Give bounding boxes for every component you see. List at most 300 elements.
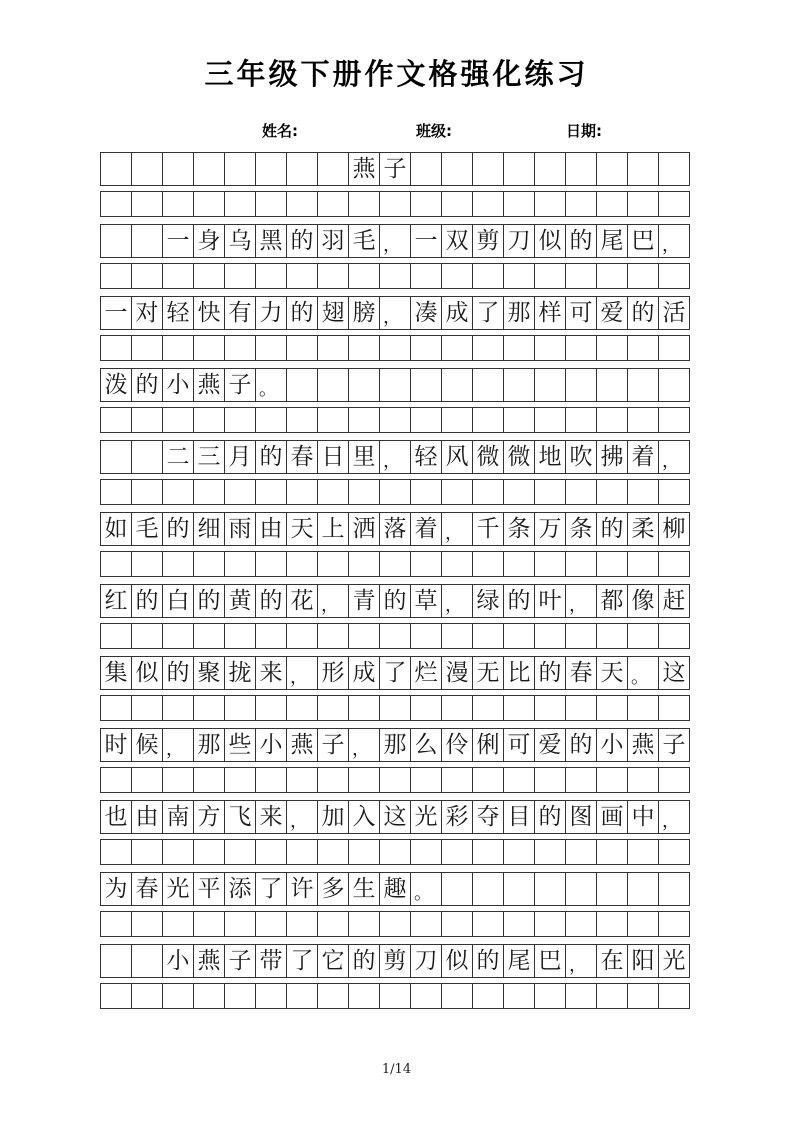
grid-cell xyxy=(255,872,287,906)
grid-cell xyxy=(503,983,535,1009)
grid-cell xyxy=(224,551,256,577)
handwritten-character: 集 xyxy=(104,659,128,686)
grid-cell xyxy=(534,440,566,474)
grid-cell xyxy=(131,551,163,577)
grid-cell xyxy=(534,623,566,649)
grid-cell xyxy=(627,983,659,1009)
grid-cell xyxy=(348,800,380,834)
handwritten-character: 画 xyxy=(600,803,624,830)
grid-cell xyxy=(410,695,442,721)
grid-cell xyxy=(658,983,690,1009)
grid-cell xyxy=(224,479,256,505)
grid-cell xyxy=(255,983,287,1009)
handwritten-character: 它 xyxy=(321,947,345,974)
grid-cell xyxy=(534,263,566,289)
grid-cell xyxy=(379,728,411,762)
grid-cell xyxy=(596,983,628,1009)
grid-cell xyxy=(131,440,163,474)
grid-blank-row xyxy=(100,623,691,649)
grid-blank-row xyxy=(100,695,691,721)
grid-cell xyxy=(410,296,442,330)
grid-cell xyxy=(534,656,566,690)
handwritten-character: 些 xyxy=(228,731,252,758)
grid-cell xyxy=(286,728,318,762)
grid-cell xyxy=(596,335,628,361)
grid-cell xyxy=(131,656,163,690)
grid-cell xyxy=(317,584,349,618)
grid-cell xyxy=(441,656,473,690)
grid-cell xyxy=(503,767,535,793)
handwritten-character: 尾 xyxy=(600,227,624,254)
grid-cell xyxy=(193,296,225,330)
grid-cell xyxy=(131,767,163,793)
grid-cell xyxy=(317,368,349,402)
handwritten-character: 了 xyxy=(476,299,500,326)
grid-cell xyxy=(255,911,287,937)
grid-cell xyxy=(472,191,504,217)
grid-cell xyxy=(255,191,287,217)
handwritten-character: 的 xyxy=(197,587,221,614)
grid-cell xyxy=(596,263,628,289)
grid-cell xyxy=(658,152,690,186)
grid-cell xyxy=(255,296,287,330)
grid-cell xyxy=(131,695,163,721)
grid-cell xyxy=(193,224,225,258)
handwritten-character: 光 xyxy=(166,875,190,902)
grid-cell xyxy=(596,911,628,937)
grid-cell xyxy=(627,695,659,721)
grid-cell xyxy=(255,368,287,402)
handwritten-character: 的 xyxy=(631,299,655,326)
grid-cell xyxy=(379,872,411,906)
handwritten-character: 小 xyxy=(166,371,190,398)
grid-cell xyxy=(627,335,659,361)
grid-cell xyxy=(131,407,163,433)
grid-cell xyxy=(317,152,349,186)
grid-cell xyxy=(472,512,504,546)
grid-cell xyxy=(224,407,256,433)
handwritten-character: 候 xyxy=(135,731,159,758)
writing-grid xyxy=(100,152,691,1016)
grid-cell xyxy=(472,368,504,402)
handwritten-character: 成 xyxy=(352,659,376,686)
grid-cell xyxy=(596,656,628,690)
grid-cell xyxy=(224,263,256,289)
grid-cell xyxy=(627,872,659,906)
grid-cell xyxy=(255,551,287,577)
handwritten-character: ， xyxy=(321,595,339,616)
grid-cell xyxy=(224,152,256,186)
grid-cell xyxy=(286,512,318,546)
grid-cell xyxy=(286,368,318,402)
grid-cell xyxy=(255,944,287,978)
handwritten-character: 一 xyxy=(104,299,128,326)
handwritten-character: ， xyxy=(290,811,308,832)
grid-cell xyxy=(534,296,566,330)
grid-cell xyxy=(255,656,287,690)
grid-cell xyxy=(255,623,287,649)
handwritten-character: 日 xyxy=(321,443,345,470)
grid-cell xyxy=(596,839,628,865)
grid-cell xyxy=(348,944,380,978)
handwritten-character: 千 xyxy=(476,515,500,542)
handwritten-character: 子 xyxy=(228,371,252,398)
grid-cell xyxy=(534,872,566,906)
grid-cell xyxy=(658,224,690,258)
grid-cell xyxy=(224,440,256,474)
grid-cell xyxy=(162,656,194,690)
grid-cell xyxy=(100,695,132,721)
grid-cell xyxy=(193,656,225,690)
grid-cell xyxy=(627,224,659,258)
handwritten-character: 目 xyxy=(507,803,531,830)
grid-cell xyxy=(224,767,256,793)
grid-cell xyxy=(379,839,411,865)
grid-cell xyxy=(658,839,690,865)
grid-cell xyxy=(255,440,287,474)
handwritten-character: 也 xyxy=(104,803,128,830)
grid-cell xyxy=(317,656,349,690)
grid-cell xyxy=(348,584,380,618)
handwritten-character: 活 xyxy=(662,299,686,326)
handwritten-character: ， xyxy=(662,811,680,832)
grid-cell xyxy=(534,407,566,433)
handwritten-character: 阳 xyxy=(631,947,655,974)
grid-cell xyxy=(348,551,380,577)
handwritten-character: 乌 xyxy=(228,227,252,254)
handwritten-character: 巴 xyxy=(631,227,655,254)
handwritten-character: 燕 xyxy=(631,731,655,758)
grid-cell xyxy=(317,728,349,762)
grid-cell xyxy=(410,551,442,577)
grid-cell xyxy=(565,191,597,217)
grid-cell xyxy=(348,479,380,505)
handwritten-character: 中 xyxy=(631,803,655,830)
grid-cell xyxy=(379,656,411,690)
grid-cell xyxy=(224,944,256,978)
handwritten-character: 的 xyxy=(166,515,190,542)
grid-cell xyxy=(441,407,473,433)
grid-cell xyxy=(100,368,132,402)
handwritten-character: 样 xyxy=(538,299,562,326)
grid-cell xyxy=(131,152,163,186)
grid-cell xyxy=(131,983,163,1009)
handwritten-character: ， xyxy=(290,667,308,688)
grid-cell xyxy=(348,263,380,289)
handwritten-character: 的 xyxy=(383,587,407,614)
handwritten-character: 成 xyxy=(445,299,469,326)
grid-cell xyxy=(317,407,349,433)
handwritten-character: 由 xyxy=(135,803,159,830)
grid-cell xyxy=(193,551,225,577)
grid-cell xyxy=(596,479,628,505)
grid-cell xyxy=(410,839,442,865)
grid-cell xyxy=(162,224,194,258)
grid-cell xyxy=(410,335,442,361)
handwritten-character: 都 xyxy=(600,587,624,614)
grid-cell xyxy=(348,296,380,330)
grid-text-row xyxy=(100,800,691,834)
grid-cell xyxy=(100,512,132,546)
handwritten-character: 俐 xyxy=(476,731,500,758)
grid-cell xyxy=(565,767,597,793)
grid-cell xyxy=(162,911,194,937)
grid-cell xyxy=(131,224,163,258)
handwritten-character: 这 xyxy=(383,803,407,830)
grid-cell xyxy=(379,296,411,330)
grid-cell xyxy=(100,800,132,834)
grid-cell xyxy=(348,623,380,649)
handwritten-character: 光 xyxy=(414,803,438,830)
grid-cell xyxy=(441,368,473,402)
handwritten-character: 子 xyxy=(228,947,252,974)
grid-cell xyxy=(627,512,659,546)
handwritten-character: ， xyxy=(166,739,184,760)
grid-cell xyxy=(658,263,690,289)
grid-cell xyxy=(658,800,690,834)
handwritten-character: 来 xyxy=(259,659,283,686)
handwritten-character: 的 xyxy=(507,587,531,614)
handwritten-character: ， xyxy=(352,739,370,760)
grid-cell xyxy=(286,944,318,978)
handwritten-character: 入 xyxy=(352,803,376,830)
handwritten-character: 许 xyxy=(290,875,314,902)
grid-cell xyxy=(534,944,566,978)
grid-cell xyxy=(131,191,163,217)
grid-cell xyxy=(658,407,690,433)
grid-cell xyxy=(317,623,349,649)
grid-cell xyxy=(224,623,256,649)
grid-cell xyxy=(596,800,628,834)
handwritten-character: 微 xyxy=(507,443,531,470)
grid-cell xyxy=(162,728,194,762)
grid-cell xyxy=(193,911,225,937)
grid-cell xyxy=(131,800,163,834)
handwritten-character: 的 xyxy=(476,947,500,974)
grid-cell xyxy=(162,263,194,289)
handwritten-character: 轻 xyxy=(166,299,190,326)
grid-cell xyxy=(658,512,690,546)
grid-cell xyxy=(348,911,380,937)
grid-cell xyxy=(100,911,132,937)
grid-cell xyxy=(224,656,256,690)
grid-cell xyxy=(534,479,566,505)
handwritten-character: 像 xyxy=(631,587,655,614)
grid-cell xyxy=(472,839,504,865)
grid-cell xyxy=(441,296,473,330)
grid-blank-row xyxy=(100,407,691,433)
grid-text-row xyxy=(100,728,691,762)
class-field-label: 班级: xyxy=(416,122,452,140)
handwritten-character: 燕 xyxy=(352,155,376,182)
grid-cell xyxy=(193,512,225,546)
handwritten-character: ， xyxy=(662,235,680,256)
grid-cell xyxy=(472,296,504,330)
grid-cell xyxy=(193,335,225,361)
grid-cell xyxy=(534,695,566,721)
grid-cell xyxy=(441,263,473,289)
grid-cell xyxy=(100,839,132,865)
handwritten-character: 红 xyxy=(104,587,128,614)
grid-cell xyxy=(503,152,535,186)
grid-cell xyxy=(627,944,659,978)
grid-cell xyxy=(100,728,132,762)
grid-cell xyxy=(658,695,690,721)
handwritten-character: 对 xyxy=(135,299,159,326)
grid-cell xyxy=(317,263,349,289)
grid-cell xyxy=(410,800,442,834)
grid-cell xyxy=(162,440,194,474)
grid-blank-row xyxy=(100,479,691,505)
header-fields xyxy=(0,120,793,142)
grid-cell xyxy=(379,944,411,978)
handwritten-character: 羽 xyxy=(321,227,345,254)
handwritten-character: 拢 xyxy=(228,659,252,686)
handwritten-character: 似 xyxy=(538,227,562,254)
grid-cell xyxy=(534,152,566,186)
grid-cell xyxy=(472,263,504,289)
handwritten-character: 细 xyxy=(197,515,221,542)
handwritten-character: 爱 xyxy=(600,299,624,326)
grid-cell xyxy=(193,800,225,834)
grid-cell xyxy=(658,872,690,906)
grid-cell xyxy=(565,335,597,361)
grid-cell xyxy=(627,368,659,402)
grid-cell xyxy=(317,479,349,505)
grid-blank-row xyxy=(100,767,691,793)
grid-cell xyxy=(255,584,287,618)
grid-cell xyxy=(193,839,225,865)
grid-cell xyxy=(410,512,442,546)
handwritten-character: 万 xyxy=(538,515,562,542)
grid-cell xyxy=(379,911,411,937)
handwritten-character: 燕 xyxy=(290,731,314,758)
grid-cell xyxy=(193,191,225,217)
handwritten-character: 的 xyxy=(290,299,314,326)
grid-cell xyxy=(379,407,411,433)
grid-cell xyxy=(379,983,411,1009)
grid-cell xyxy=(100,440,132,474)
grid-cell xyxy=(627,440,659,474)
grid-cell xyxy=(317,983,349,1009)
grid-cell xyxy=(410,440,442,474)
handwritten-character: 风 xyxy=(445,443,469,470)
grid-cell xyxy=(503,191,535,217)
grid-cell xyxy=(379,695,411,721)
grid-cell xyxy=(255,224,287,258)
handwritten-character: 光 xyxy=(662,947,686,974)
handwritten-character: 剪 xyxy=(476,227,500,254)
handwritten-character: 的 xyxy=(290,227,314,254)
grid-cell xyxy=(255,152,287,186)
grid-cell xyxy=(410,224,442,258)
grid-cell xyxy=(658,440,690,474)
grid-cell xyxy=(224,191,256,217)
grid-cell xyxy=(193,983,225,1009)
grid-cell xyxy=(565,224,597,258)
handwritten-character: 双 xyxy=(445,227,469,254)
grid-cell xyxy=(131,368,163,402)
handwritten-character: 刀 xyxy=(414,947,438,974)
handwritten-character: 伶 xyxy=(445,731,469,758)
grid-cell xyxy=(472,584,504,618)
name-field-label: 姓名: xyxy=(262,122,298,140)
grid-cell xyxy=(286,911,318,937)
grid-cell xyxy=(224,728,256,762)
grid-cell xyxy=(596,767,628,793)
grid-cell xyxy=(534,584,566,618)
handwritten-character: 春 xyxy=(135,875,159,902)
handwritten-character: 。 xyxy=(259,379,277,400)
grid-cell xyxy=(379,479,411,505)
grid-cell xyxy=(286,623,318,649)
handwritten-character: 燕 xyxy=(197,947,221,974)
grid-cell xyxy=(658,335,690,361)
handwritten-character: 带 xyxy=(259,947,283,974)
handwritten-character: 飞 xyxy=(228,803,252,830)
grid-blank-row xyxy=(100,911,691,937)
grid-cell xyxy=(379,152,411,186)
handwritten-character: 落 xyxy=(383,515,407,542)
grid-cell xyxy=(472,767,504,793)
grid-cell xyxy=(286,584,318,618)
grid-cell xyxy=(503,944,535,978)
grid-cell xyxy=(658,296,690,330)
grid-cell xyxy=(348,656,380,690)
grid-cell xyxy=(472,479,504,505)
grid-cell xyxy=(286,656,318,690)
grid-cell xyxy=(193,767,225,793)
grid-cell xyxy=(565,839,597,865)
grid-cell xyxy=(100,551,132,577)
grid-cell xyxy=(565,152,597,186)
grid-cell xyxy=(379,440,411,474)
grid-cell xyxy=(131,512,163,546)
grid-cell xyxy=(379,584,411,618)
grid-cell xyxy=(410,911,442,937)
grid-cell xyxy=(503,656,535,690)
grid-cell xyxy=(286,191,318,217)
handwritten-character: 春 xyxy=(569,659,593,686)
grid-text-row xyxy=(100,584,691,618)
handwritten-character: 洒 xyxy=(352,515,376,542)
grid-cell xyxy=(255,839,287,865)
grid-cell xyxy=(379,800,411,834)
grid-cell xyxy=(348,695,380,721)
grid-cell xyxy=(565,479,597,505)
grid-cell xyxy=(193,152,225,186)
grid-cell xyxy=(472,800,504,834)
grid-cell xyxy=(348,368,380,402)
grid-cell xyxy=(224,800,256,834)
grid-cell xyxy=(565,728,597,762)
handwritten-character: ， xyxy=(569,595,587,616)
grid-cell xyxy=(441,623,473,649)
grid-cell xyxy=(162,191,194,217)
grid-cell xyxy=(441,584,473,618)
grid-cell xyxy=(255,767,287,793)
grid-cell xyxy=(565,368,597,402)
grid-cell xyxy=(348,335,380,361)
handwritten-character: 那 xyxy=(383,731,407,758)
grid-cell xyxy=(224,584,256,618)
handwritten-character: 无 xyxy=(476,659,500,686)
grid-cell xyxy=(534,335,566,361)
grid-cell xyxy=(658,944,690,978)
handwritten-character: 的 xyxy=(569,731,593,758)
grid-cell xyxy=(379,368,411,402)
grid-cell xyxy=(503,800,535,834)
